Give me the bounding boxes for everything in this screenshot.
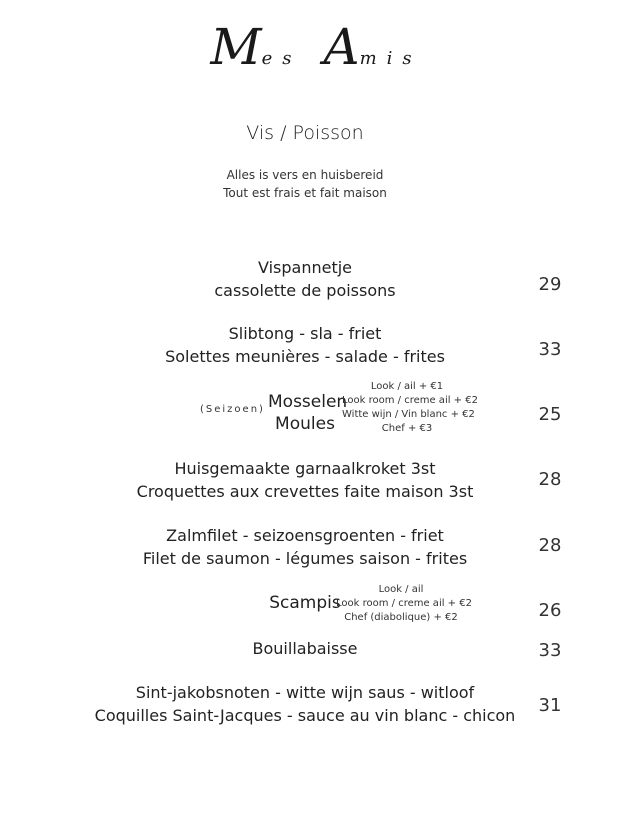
note-dutch: Alles is vers en huisbereid (226, 168, 384, 182)
item-name-fr: Moules (275, 414, 335, 434)
mosselen-options (342, 380, 478, 436)
price: 25 (538, 404, 562, 425)
option: Look room / creme ail + €2 (336, 598, 472, 609)
item-name-fr: Coquilles Saint-Jacques - sauce au vin blanc - chicon (94, 706, 516, 725)
option: Look / ail (378, 584, 424, 595)
item-name-nl: Mosselen (268, 392, 348, 412)
option: Look / ail + €1 (370, 381, 444, 392)
section-title: Vis / Poisson (246, 122, 364, 144)
note-french: Tout est frais et fait maison (223, 186, 387, 200)
menu-item-vispannetje (100, 256, 510, 302)
season-label: (Seizoen) (200, 404, 265, 415)
menu-item-zalmfilet (100, 524, 510, 570)
logo-letter: M (210, 18, 262, 76)
item-name-fr: Solettes meunières - salade - frites (165, 347, 445, 366)
menu-item-slibtong (100, 322, 510, 368)
price: 26 (538, 600, 562, 621)
item-name-nl: Sint-jakobsnoten - witte wijn saus - witloof (135, 683, 475, 702)
price: 28 (538, 469, 562, 490)
price: 31 (538, 695, 562, 716)
item-name: Bouillabaisse (252, 639, 358, 658)
option: Chef (diabolique) + €2 (344, 612, 458, 623)
menu-item-garnaalkroket (100, 457, 510, 503)
menu-item-scampis: Scampis (269, 593, 341, 613)
price: 33 (538, 339, 562, 360)
price: 33 (538, 640, 562, 661)
menu-item-bouillabaisse (100, 637, 510, 660)
item-name-fr: Filet de saumon - légumes saison - frites (142, 549, 468, 568)
price: 29 (538, 274, 562, 295)
logo-letter: A (323, 18, 360, 76)
logo-letters: es (261, 48, 302, 69)
item-name-fr: Croquettes aux crevettes faite maison 3st (136, 482, 474, 501)
item-name-nl: Vispannetje (257, 258, 353, 277)
option: Witte wijn / Vin blanc + €2 (342, 409, 475, 420)
scampis-options (336, 583, 472, 625)
logo-letters: mis (359, 48, 422, 69)
restaurant-logo (0, 18, 632, 76)
item-name-nl: Zalmfilet - seizoensgroenten - friet (166, 526, 444, 545)
price: 28 (538, 535, 562, 556)
menu-item-sint-jakobsnoten (80, 681, 530, 727)
item-name-fr: cassolette de poissons (214, 281, 396, 300)
item-name-nl: Huisgemaakte garnaalkroket 3st (174, 459, 436, 478)
menu-item-mosselen (268, 391, 348, 435)
item-name-nl: Slibtong - sla - friet (228, 324, 382, 343)
option: Chef + €3 (381, 423, 433, 434)
option: Look room / creme ail + €2 (342, 395, 478, 406)
